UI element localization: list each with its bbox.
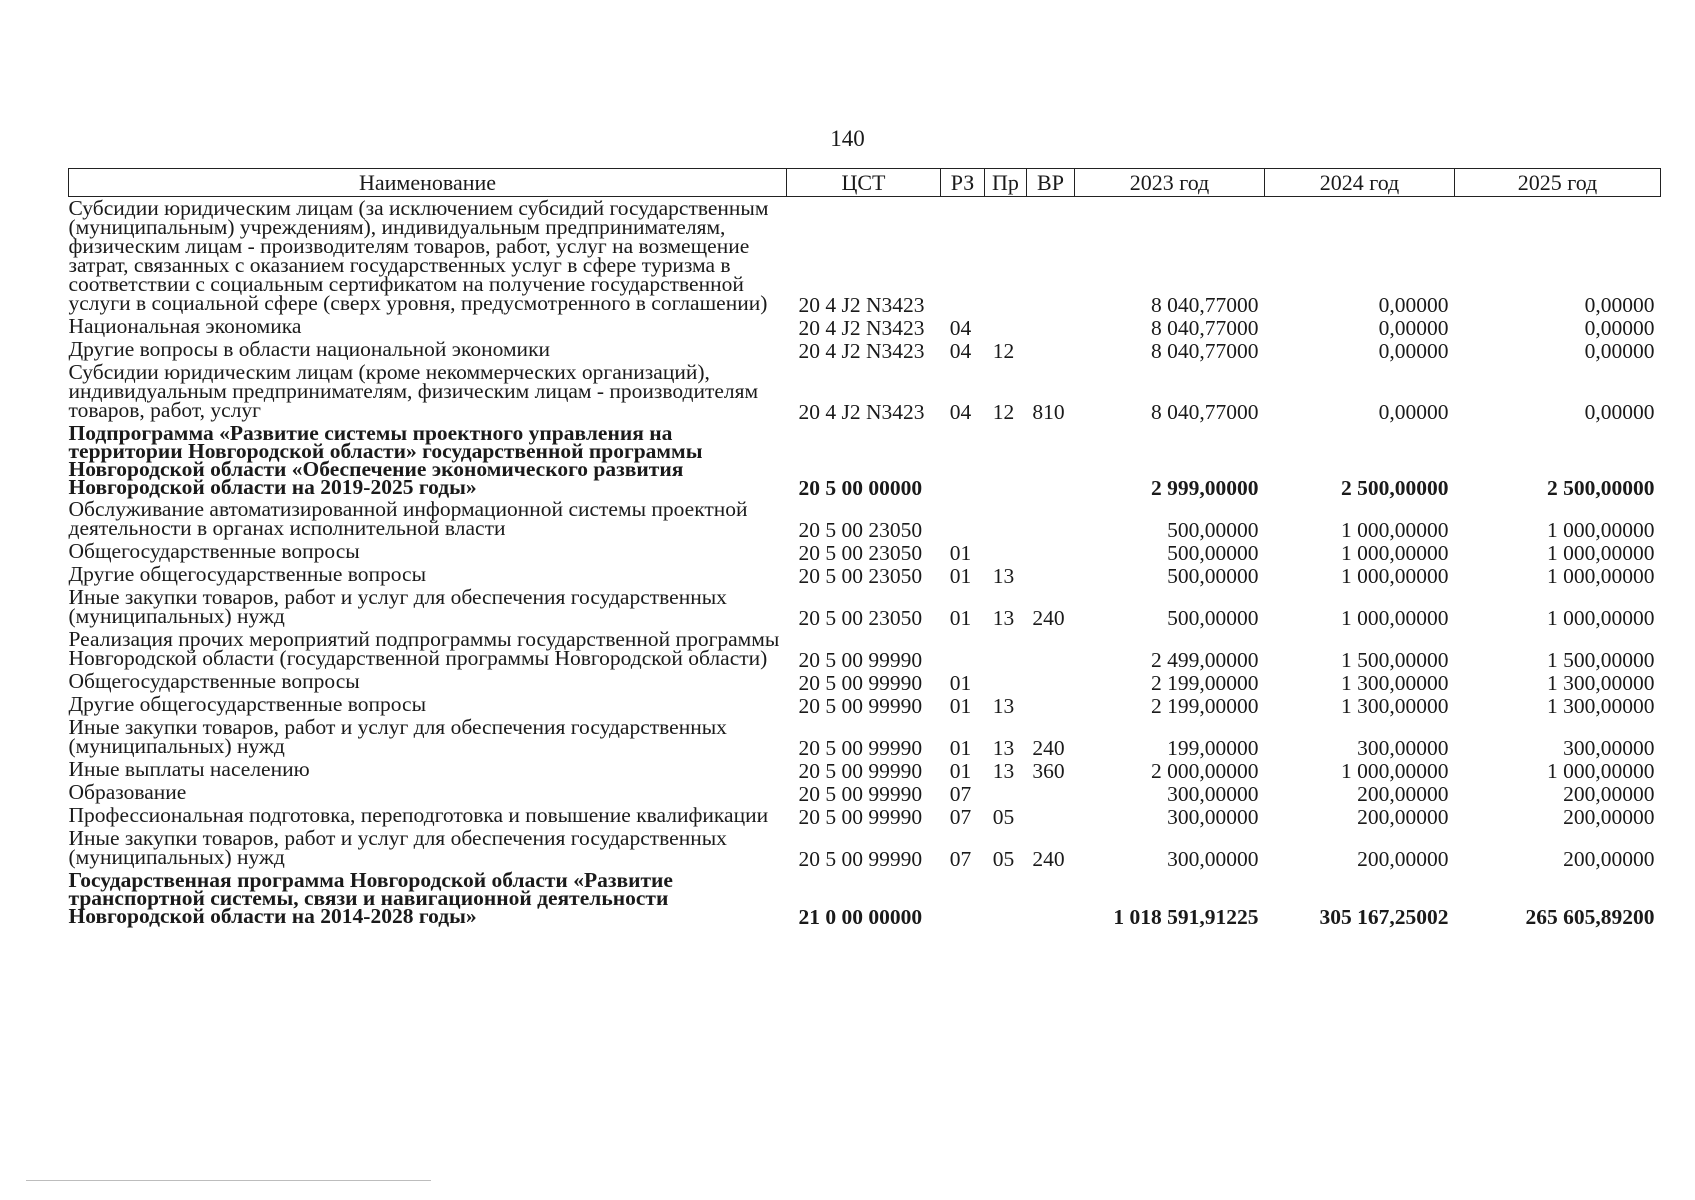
- cell-pr: 05: [992, 847, 1015, 871]
- table-row: [69, 804, 1661, 827]
- cell-2025: 0,00000: [1584, 400, 1655, 424]
- cell-pr: 13: [992, 564, 1015, 588]
- cell-vr: 240: [1032, 736, 1065, 760]
- cell-2024: 200,00000: [1357, 805, 1449, 829]
- cell-2023: 500,00000: [1167, 564, 1259, 588]
- cell-name: Иные закупки товаров, работ и услуг для обеспечения государственных (муниципальных) нужд: [68, 585, 727, 628]
- header-row: [69, 169, 1661, 197]
- cell-2024: 1 300,00000: [1341, 694, 1449, 718]
- cell-cst: 20 5 00 99990: [798, 847, 923, 871]
- cell-rz: 07: [949, 782, 972, 806]
- header-vr: ВР: [1027, 169, 1075, 197]
- budget-table: [68, 168, 1661, 927]
- cell-name: Иные выплаты населению: [68, 757, 310, 781]
- header-2025: 2025 год: [1455, 169, 1661, 197]
- cell-2025: 265 605,89200: [1525, 905, 1655, 929]
- cell-vr: [1027, 693, 1075, 716]
- table-header: [69, 169, 1661, 197]
- table-row: [69, 498, 1661, 540]
- cell-2023: 8 040,77000: [1151, 339, 1259, 363]
- cell-rz: 04: [949, 400, 972, 424]
- cell-2023: 300,00000: [1167, 805, 1259, 829]
- cell-2025: 200,00000: [1563, 782, 1655, 806]
- cell-cst: 20 5 00 23050: [798, 564, 923, 588]
- cell-cst: 20 5 00 23050: [798, 606, 923, 630]
- cell-pr: 05: [992, 805, 1015, 829]
- cell-2025: 1 300,00000: [1547, 671, 1655, 695]
- cell-2024: 0,00000: [1378, 400, 1449, 424]
- cell-2025: 1 000,00000: [1547, 759, 1655, 783]
- cell-2023: 500,00000: [1167, 541, 1259, 565]
- cell-name: Другие общегосударственные вопросы: [68, 562, 427, 586]
- cell-vr: [1027, 498, 1075, 540]
- table-row: [69, 693, 1661, 716]
- table-row: [69, 781, 1661, 804]
- cell-vr: [1027, 781, 1075, 804]
- cell-vr: 360: [1032, 759, 1065, 783]
- cell-2024: 300,00000: [1357, 736, 1449, 760]
- cell-pr: 13: [992, 759, 1015, 783]
- header-pr: Пр: [985, 169, 1027, 197]
- cell-name: Подпрограмма «Развитие системы проектного управления на территории Новгородской области» государственной программы Новгородской области «Обеспечение экономического развития Новгородской области на 2019-2025 годы»: [68, 421, 703, 499]
- table-row: [69, 338, 1661, 361]
- cell-vr: [1027, 197, 1075, 316]
- cell-cst: 20 5 00 99990: [798, 782, 923, 806]
- cell-2025: 200,00000: [1563, 847, 1655, 871]
- table-row: [69, 361, 1661, 422]
- cell-2024: 1 000,00000: [1341, 759, 1449, 783]
- cell-2025: 1 000,00000: [1547, 564, 1655, 588]
- cell-pr: 12: [992, 400, 1015, 424]
- cell-2023: 8 040,77000: [1151, 316, 1259, 340]
- header-rz: РЗ: [941, 169, 985, 197]
- cell-cst: 20 5 00 99990: [798, 736, 923, 760]
- cell-name: Реализация прочих мероприятий подпрограммы государственной программы Новгородской области (государственной программы Новгородской области): [68, 627, 780, 670]
- cell-rz: [941, 869, 985, 927]
- cell-rz: [941, 422, 985, 498]
- cell-pr: [985, 540, 1027, 563]
- cell-2023: 2 999,00000: [1151, 476, 1259, 500]
- cell-2024: 1 000,00000: [1341, 518, 1449, 542]
- cell-rz: 01: [949, 564, 972, 588]
- cell-2024: 0,00000: [1378, 316, 1449, 340]
- table-row: [69, 197, 1661, 316]
- cell-rz: 01: [949, 736, 972, 760]
- cell-name: Общегосударственные вопросы: [68, 669, 360, 693]
- table-row: [69, 586, 1661, 628]
- cell-cst: 20 5 00 00000: [798, 476, 923, 500]
- cell-2023: 8 040,77000: [1151, 293, 1259, 317]
- header-cst: ЦСТ: [787, 169, 941, 197]
- cell-2023: 1 018 591,91225: [1113, 905, 1259, 929]
- cell-2025: 0,00000: [1584, 339, 1655, 363]
- cell-pr: [985, 628, 1027, 670]
- cell-vr: 810: [1032, 400, 1065, 424]
- cell-cst: 20 4 J2 N3423: [798, 339, 925, 363]
- cell-vr: [1027, 628, 1075, 670]
- cell-2024: 1 500,00000: [1341, 648, 1449, 672]
- cell-cst: 20 5 00 99990: [798, 694, 923, 718]
- cell-rz: 07: [949, 847, 972, 871]
- cell-2025: 2 500,00000: [1547, 476, 1655, 500]
- cell-vr: [1027, 315, 1075, 338]
- cell-pr: [985, 422, 1027, 498]
- cell-pr: 13: [992, 606, 1015, 630]
- cell-2024: 1 000,00000: [1341, 564, 1449, 588]
- cell-2024: 1 000,00000: [1341, 541, 1449, 565]
- cell-rz: 01: [949, 606, 972, 630]
- cell-2023: 2 499,00000: [1151, 648, 1259, 672]
- cell-pr: 12: [992, 339, 1015, 363]
- cell-cst: 20 5 00 23050: [798, 518, 923, 542]
- cell-cst: 20 4 J2 N3423: [798, 293, 925, 317]
- cell-2025: 1 000,00000: [1547, 518, 1655, 542]
- cell-pr: 13: [992, 694, 1015, 718]
- cell-name: Общегосударственные вопросы: [68, 539, 360, 563]
- cell-cst: 20 5 00 99990: [798, 671, 923, 695]
- cell-vr: [1027, 540, 1075, 563]
- cell-2025: 1 500,00000: [1547, 648, 1655, 672]
- cell-pr: [985, 315, 1027, 338]
- cell-rz: 07: [949, 805, 972, 829]
- cell-vr: [1027, 869, 1075, 927]
- cell-rz: [941, 197, 985, 316]
- cell-name: Субсидии юридическим лицам (за исключением субсидий государственным (муниципальным) учреждениям), индивидуальным предпринимателям, физическим лицам - производителям товаров, работ, услуг на возмещение затрат, связанных с оказанием государственных услуг в сфере туризма в соответствии с социальным сертификатом на получение государственной услуги в социальной сфере (сверх уровня, предусмотренного в соглашении): [68, 196, 769, 315]
- cell-name: Государственная программа Новгородской области «Развитие транспортной системы, связи и навигационной деятельности Новгородской области на 2014-2028 годы»: [68, 868, 673, 928]
- cell-name: Другие общегосударственные вопросы: [68, 692, 427, 716]
- cell-vr: [1027, 338, 1075, 361]
- cell-2024: 305 167,25002: [1319, 905, 1449, 929]
- cell-rz: 01: [949, 759, 972, 783]
- cell-2023: 8 040,77000: [1151, 400, 1259, 424]
- cell-cst: 20 4 J2 N3423: [798, 400, 925, 424]
- table-row: [69, 869, 1661, 927]
- header-2023: 2023 год: [1075, 169, 1265, 197]
- cell-2023: 2 199,00000: [1151, 671, 1259, 695]
- cell-pr: [985, 197, 1027, 316]
- cell-cst: 20 5 00 99990: [798, 759, 923, 783]
- cell-vr: [1027, 670, 1075, 693]
- cell-cst: 20 5 00 23050: [798, 541, 923, 565]
- cell-rz: 01: [949, 671, 972, 695]
- cell-rz: 04: [949, 339, 972, 363]
- table-body: [69, 197, 1661, 928]
- cell-rz: [941, 498, 985, 540]
- cell-name: Обслуживание автоматизированной информационной системы проектной деятельности в органах исполнительной власти: [68, 497, 748, 540]
- table-row: [69, 540, 1661, 563]
- cell-vr: [1027, 422, 1075, 498]
- table-row: [69, 422, 1661, 498]
- page-number: 140: [830, 126, 865, 151]
- cell-name: Иные закупки товаров, работ и услуг для обеспечения государственных (муниципальных) нужд: [68, 715, 727, 758]
- table-row: [69, 315, 1661, 338]
- cell-2023: 300,00000: [1167, 847, 1259, 871]
- cell-name: Субсидии юридическим лицам (кроме некоммерческих организаций), индивидуальным предпринимателям, физическим лицам - производителям товаров, работ, услуг: [68, 360, 759, 422]
- cell-2025: 0,00000: [1584, 293, 1655, 317]
- cell-vr: 240: [1032, 606, 1065, 630]
- header-name: Наименование: [69, 169, 787, 197]
- cell-2024: 200,00000: [1357, 847, 1449, 871]
- cell-pr: [985, 498, 1027, 540]
- cell-cst: 21 0 00 00000: [798, 905, 923, 929]
- table-row: [69, 827, 1661, 869]
- cell-2024: 200,00000: [1357, 782, 1449, 806]
- cell-2024: 2 500,00000: [1341, 476, 1449, 500]
- cell-pr: 13: [992, 736, 1015, 760]
- cell-cst: 20 5 00 99990: [798, 648, 923, 672]
- cell-2025: 1 300,00000: [1547, 694, 1655, 718]
- cell-vr: 240: [1032, 847, 1065, 871]
- cell-name: Иные закупки товаров, работ и услуг для обеспечения государственных (муниципальных) нужд: [68, 826, 727, 869]
- cell-2024: 1 300,00000: [1341, 671, 1449, 695]
- cell-cst: 20 5 00 99990: [798, 805, 923, 829]
- cell-cst: 20 4 J2 N3423: [798, 316, 925, 340]
- cell-pr: [985, 670, 1027, 693]
- table-row: [69, 716, 1661, 758]
- cell-pr: [985, 869, 1027, 927]
- cell-2023: 500,00000: [1167, 606, 1259, 630]
- cell-name: Образование: [68, 780, 187, 804]
- cell-2023: 2 000,00000: [1151, 759, 1259, 783]
- cell-name: Национальная экономика: [68, 314, 302, 338]
- cell-rz: [941, 628, 985, 670]
- cell-rz: 01: [949, 541, 972, 565]
- cell-2023: 500,00000: [1167, 518, 1259, 542]
- table-row: [69, 670, 1661, 693]
- scan-artifact-line: [26, 1180, 431, 1181]
- cell-2025: 1 000,00000: [1547, 606, 1655, 630]
- table-row: [69, 563, 1661, 586]
- cell-2025: 300,00000: [1563, 736, 1655, 760]
- cell-pr: [985, 781, 1027, 804]
- cell-2025: 0,00000: [1584, 316, 1655, 340]
- cell-2024: 0,00000: [1378, 293, 1449, 317]
- cell-vr: [1027, 563, 1075, 586]
- cell-2025: 1 000,00000: [1547, 541, 1655, 565]
- cell-name: Профессиональная подготовка, переподготовка и повышение квалификации: [68, 803, 769, 827]
- cell-name: Другие вопросы в области национальной экономики: [68, 337, 551, 361]
- cell-rz: 01: [949, 694, 972, 718]
- table-row: [69, 628, 1661, 670]
- cell-vr: [1027, 804, 1075, 827]
- table-row: [69, 758, 1661, 781]
- cell-2023: 2 199,00000: [1151, 694, 1259, 718]
- cell-2024: 1 000,00000: [1341, 606, 1449, 630]
- cell-2023: 300,00000: [1167, 782, 1259, 806]
- cell-2025: 200,00000: [1563, 805, 1655, 829]
- cell-2024: 0,00000: [1378, 339, 1449, 363]
- header-2024: 2024 год: [1265, 169, 1455, 197]
- cell-2023: 199,00000: [1167, 736, 1259, 760]
- cell-rz: 04: [949, 316, 972, 340]
